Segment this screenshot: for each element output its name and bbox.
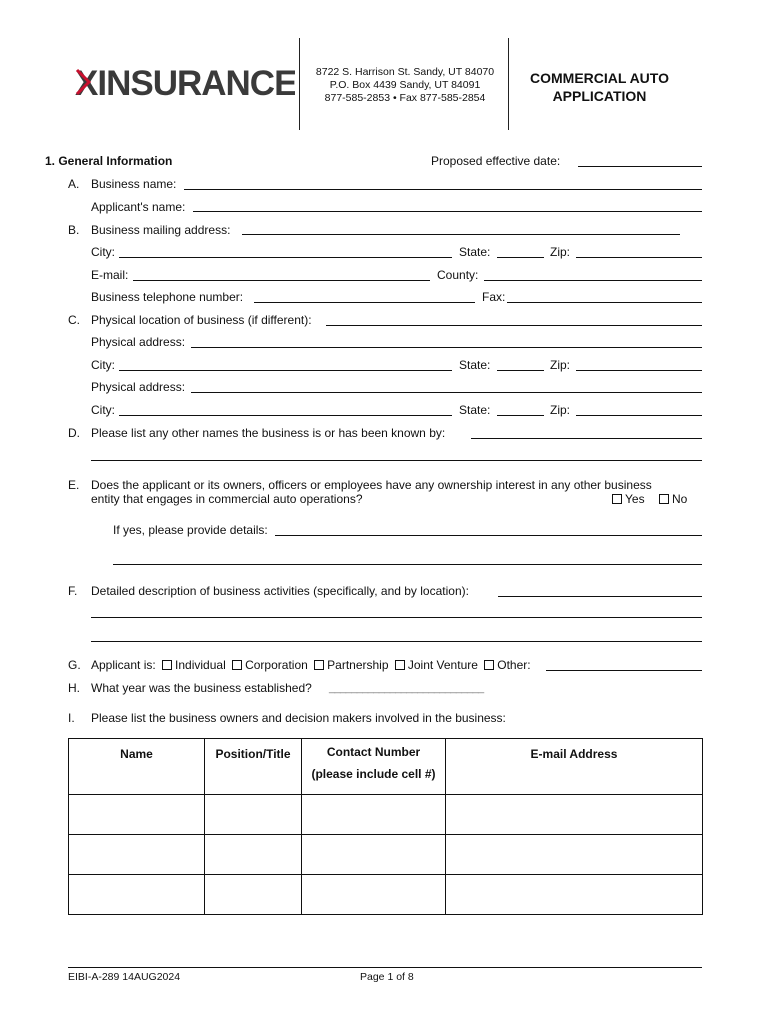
item-c-letter: C. bbox=[68, 313, 80, 327]
item-h-letter: H. bbox=[68, 681, 80, 695]
joint-venture-checkbox[interactable] bbox=[395, 660, 405, 670]
physical-zip-2-label: Zip: bbox=[550, 403, 571, 417]
mailing-city-field[interactable] bbox=[119, 257, 452, 258]
item-b-letter: B. bbox=[68, 223, 80, 237]
owners-list-label: Please list the business owners and decision makers involved in the business: bbox=[91, 711, 506, 725]
corporation-checkbox[interactable] bbox=[232, 660, 242, 670]
applicant-type-group bbox=[91, 658, 531, 672]
logo-text: XINSURANCE bbox=[75, 64, 295, 100]
owner-contact-cell[interactable] bbox=[302, 835, 446, 875]
section-1-heading: 1. General Information bbox=[45, 154, 173, 168]
mailing-address-field[interactable] bbox=[242, 234, 680, 235]
company-address bbox=[305, 66, 505, 105]
mailing-state-label: State: bbox=[459, 245, 491, 259]
col-contact-header-line-1: Contact Number bbox=[326, 745, 421, 759]
table-row bbox=[69, 835, 703, 875]
other-label: Other: bbox=[497, 658, 531, 672]
physical-city-2-field[interactable] bbox=[119, 415, 452, 416]
form-title bbox=[512, 69, 687, 105]
mailing-city-label: City: bbox=[91, 245, 115, 259]
item-d-letter: D. bbox=[68, 426, 80, 440]
col-position-header: Position/Title bbox=[205, 739, 302, 795]
physical-address-2-field[interactable] bbox=[191, 392, 702, 393]
effective-date-label: Proposed effective date: bbox=[431, 154, 561, 168]
physical-city-2-label: City: bbox=[91, 403, 115, 417]
address-line-2: P.O. Box 4439 Sandy, UT 84091 bbox=[329, 79, 481, 91]
owner-contact-cell[interactable] bbox=[302, 795, 446, 835]
owner-position-cell[interactable] bbox=[205, 795, 302, 835]
ownership-no-option[interactable] bbox=[659, 492, 687, 506]
owner-name-cell[interactable] bbox=[69, 835, 205, 875]
xinsurance-logo-icon bbox=[75, 64, 295, 100]
business-activities-field-1[interactable] bbox=[498, 596, 702, 597]
if-yes-details-label: If yes, please provide details: bbox=[113, 523, 268, 537]
fax-label: Fax: bbox=[482, 290, 506, 304]
physical-city-1-field[interactable] bbox=[119, 370, 452, 371]
owner-position-cell[interactable] bbox=[205, 835, 302, 875]
other-names-field-2[interactable] bbox=[91, 460, 702, 461]
business-name-label: Business name: bbox=[91, 177, 177, 191]
physical-city-1-label: City: bbox=[91, 358, 115, 372]
physical-address-1-label: Physical address: bbox=[91, 335, 186, 349]
col-email-header: E-mail Address bbox=[446, 739, 703, 795]
owners-table bbox=[68, 738, 703, 915]
corporation-label: Corporation bbox=[245, 658, 308, 672]
fax-field[interactable] bbox=[507, 302, 702, 303]
mailing-zip-field[interactable] bbox=[576, 257, 702, 258]
no-label: No bbox=[672, 492, 688, 506]
logo bbox=[75, 64, 295, 100]
applicant-name-label: Applicant's name: bbox=[91, 200, 186, 214]
yes-label: Yes bbox=[625, 492, 645, 506]
physical-zip-2-field[interactable] bbox=[576, 415, 702, 416]
owner-email-cell[interactable] bbox=[446, 835, 703, 875]
partnership-checkbox[interactable] bbox=[314, 660, 324, 670]
table-row bbox=[69, 875, 703, 915]
mailing-zip-label: Zip: bbox=[550, 245, 571, 259]
other-names-field-1[interactable] bbox=[471, 438, 702, 439]
address-phone-fax: 877-585-2853 • Fax 877-585-2854 bbox=[324, 92, 486, 104]
ownership-question-line-1: Does the applicant or its owners, officers or employees have any ownership interest in any other business bbox=[91, 478, 652, 492]
effective-date-field[interactable] bbox=[578, 166, 702, 167]
other-type-field[interactable] bbox=[546, 670, 702, 671]
physical-state-2-field[interactable] bbox=[497, 415, 544, 416]
mailing-state-field[interactable] bbox=[497, 257, 544, 258]
telephone-label: Business telephone number: bbox=[91, 290, 244, 304]
county-label: County: bbox=[437, 268, 479, 282]
ownership-question-line-2: entity that engages in commercial auto operations? bbox=[91, 492, 363, 506]
other-checkbox[interactable] bbox=[484, 660, 494, 670]
yes-checkbox[interactable] bbox=[612, 494, 622, 504]
mailing-address-label: Business mailing address: bbox=[91, 223, 231, 237]
email-field[interactable] bbox=[133, 280, 430, 281]
owner-name-cell[interactable] bbox=[69, 795, 205, 835]
physical-address-1-field[interactable] bbox=[191, 347, 702, 348]
business-activities-field-3[interactable] bbox=[91, 641, 702, 642]
individual-checkbox[interactable] bbox=[162, 660, 172, 670]
item-g-letter: G. bbox=[68, 658, 81, 672]
owner-name-cell[interactable] bbox=[69, 875, 205, 915]
business-activities-field-2[interactable] bbox=[91, 617, 702, 618]
col-contact-header bbox=[302, 739, 446, 795]
form-title-line-2: APPLICATION bbox=[552, 88, 647, 104]
item-a-letter: A. bbox=[68, 177, 80, 191]
no-checkbox[interactable] bbox=[659, 494, 669, 504]
ownership-yes-option[interactable] bbox=[612, 492, 645, 506]
form-id: EIBI-A-289 14AUG2024 bbox=[68, 971, 181, 983]
item-e-letter: E. bbox=[68, 478, 80, 492]
header-divider-right bbox=[508, 38, 509, 130]
physical-address-2-label: Physical address: bbox=[91, 380, 186, 394]
county-field[interactable] bbox=[484, 280, 702, 281]
page-number: Page 1 of 8 bbox=[360, 971, 414, 983]
owner-contact-cell[interactable] bbox=[302, 875, 446, 915]
applicant-name-field[interactable] bbox=[193, 211, 702, 212]
item-f-letter: F. bbox=[68, 584, 78, 598]
physical-state-1-label: State: bbox=[459, 358, 491, 372]
applicant-is-label: Applicant is: bbox=[91, 658, 156, 672]
address-line-1: 8722 S. Harrison St. Sandy, UT 84070 bbox=[315, 66, 495, 78]
physical-location-field[interactable] bbox=[326, 325, 702, 326]
physical-state-2-label: State: bbox=[459, 403, 491, 417]
other-names-label: Please list any other names the business is or has been known by: bbox=[91, 426, 446, 440]
if-yes-details-field-1[interactable] bbox=[275, 535, 702, 536]
col-contact-header-line-2: (please include cell #) bbox=[311, 767, 436, 781]
year-established-label: What year was the business established? bbox=[91, 681, 312, 695]
item-i-letter: I. bbox=[68, 711, 75, 725]
footer-divider bbox=[68, 967, 702, 968]
owners-table-header bbox=[69, 739, 703, 795]
owner-position-cell[interactable] bbox=[205, 875, 302, 915]
joint-venture-label: Joint Venture bbox=[407, 658, 478, 672]
header-divider-left bbox=[299, 38, 300, 130]
col-name-header: Name bbox=[69, 739, 205, 795]
business-activities-label: Detailed description of business activities (specifically, and by location): bbox=[91, 584, 469, 598]
business-name-field[interactable] bbox=[184, 189, 702, 190]
year-established-field[interactable]: ____________________________ bbox=[329, 682, 484, 694]
form-title-line-1: COMMERCIAL AUTO bbox=[530, 70, 669, 86]
owner-email-cell[interactable] bbox=[446, 795, 703, 835]
table-row bbox=[69, 795, 703, 835]
partnership-label: Partnership bbox=[327, 658, 389, 672]
owner-email-cell[interactable] bbox=[446, 875, 703, 915]
physical-location-label: Physical location of business (if different): bbox=[91, 313, 312, 327]
telephone-field[interactable] bbox=[254, 302, 475, 303]
physical-zip-1-field[interactable] bbox=[576, 370, 702, 371]
physical-zip-1-label: Zip: bbox=[550, 358, 571, 372]
physical-state-1-field[interactable] bbox=[497, 370, 544, 371]
email-label: E-mail: bbox=[91, 268, 129, 282]
if-yes-details-field-2[interactable] bbox=[113, 564, 702, 565]
individual-label: Individual bbox=[175, 658, 226, 672]
